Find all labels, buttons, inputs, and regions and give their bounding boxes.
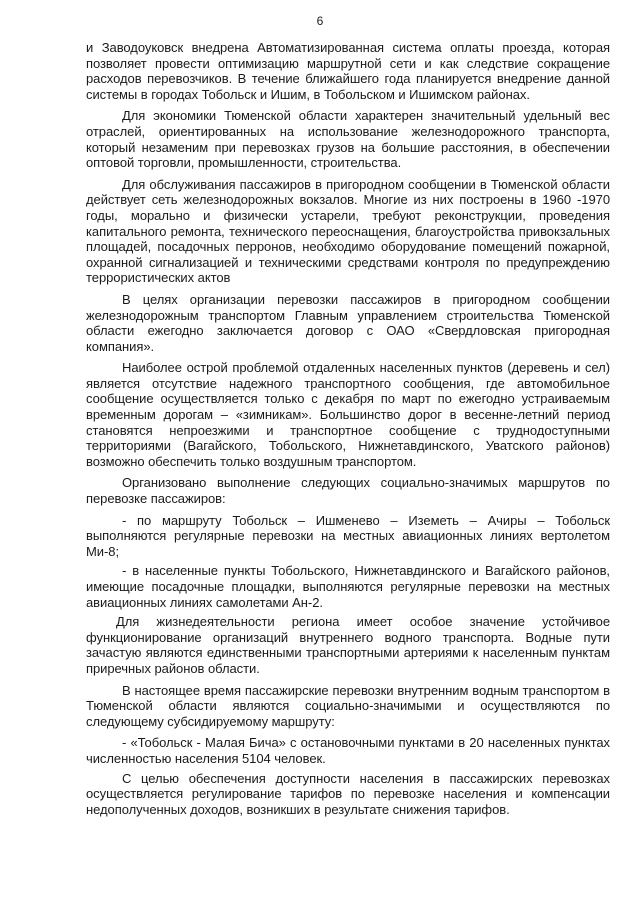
page-number: 6 xyxy=(316,14,324,28)
paragraph: В настоящее время пассажирские перевозки внутренним водным транспортом в Тюменской области являются социально-значимыми и осуществляются по следующему субсидируемому маршруту: xyxy=(86,682,610,729)
paragraph: Для экономики Тюменской области характерен значительный удельный вес отраслей, ориентированных на использование железнодорожного транспорта, который незаменим при перевозках грузов на большие расстояния, в обеспечении оптовой торговли, промышленности, строительства. xyxy=(86,108,610,171)
paragraph: С целью обеспечения доступности населения в пассажирских перевозках осуществляется регулирование тарифов по перевозке населения и компенсации недополученных доходов, возникших в результате снижения тарифов. xyxy=(86,770,610,817)
document-body xyxy=(86,40,610,823)
paragraph: Для обслуживания пассажиров в пригородном сообщении в Тюменской области действует сеть железнодорожных вокзалов. Многие из них построены в 1960 -1970 годы, морально и физически устарели, требуют реконструкции, проведения капитального ремонта, технического переоснащения, благоустройства привокзальных площадей, посадочных перронов, необходимо оборудование помещений пожарной, охранной сигнализацией и техническими средствами контроля по предупреждению террористических актов xyxy=(86,176,610,286)
paragraph: Наиболее острой проблемой отдаленных населенных пунктов (деревень и сел) является отсутствие надежного транспортного сообщения, где автомобильное сообщение осуществляется только с декабря по март по ежегодно устраиваемым временным дорогам – «зимникам». Большинство дорог в весенне-летний период становятся непроезжими и транспортное сообщение с труднодоступными территориями (Вагайского, Тобольского, Нижнетавдинского, Уватского районов) возможно обеспечить только воздушным транспортом. xyxy=(86,360,610,469)
list-item: - в населенные пункты Тобольского, Нижнетавдинского и Вагайского районов, имеющие посадочные площадки, выполняются регулярные перевозки на местных авиационных линиях самолетами Ан-2. xyxy=(86,563,610,610)
paragraph: и Заводоуковск внедрена Автоматизированная система оплаты проезда, которая позволяет провести оптимизацию маршрутной сети и как следствие сокращение расходов перевозчиков. В течение ближайшего года планируется внедрение данной системы в городах Тобольск и Ишим, в Тобольском и Ишимском районах. xyxy=(86,40,610,102)
paragraph: Организовано выполнение следующих социально-значимых маршрутов по перевозке пассажиров: xyxy=(86,475,610,507)
list-item: - по маршруту Тобольск – Ишменево – Иземеть – Ачиры – Тобольск выполняются регулярные перевозки на местных авиационных линиях вертолетом Ми-8; xyxy=(86,512,610,559)
paragraph: В целях организации перевозки пассажиров в пригородном сообщении железнодорожным транспортом Главным управлением строительства Тюменской области ежегодно заключается договор с ОАО «Свердловская пригородная компания». xyxy=(86,291,610,354)
list-item: - «Тобольск - Малая Бича» с остановочными пунктами в 20 населенных пунктах численностью населения 5104 человек. xyxy=(86,735,610,766)
paragraph: Для жизнедеятельности региона имеет особое значение устойчивое функционирование организаций внутреннего водного транспорта. Водные пути зачастую являются единственными транспортными артериями к населенным пунктам приречных районов области. xyxy=(86,614,610,676)
